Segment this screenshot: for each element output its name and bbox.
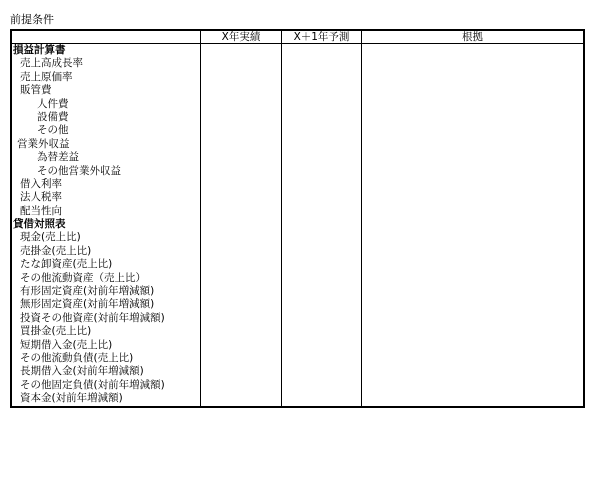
- table-row: [12, 379, 583, 392]
- cell-year-x-actual: [201, 245, 282, 258]
- cell-year-x1-forecast: [282, 178, 362, 191]
- table-row: [12, 191, 583, 204]
- cell-year-x-actual: [201, 339, 282, 352]
- table-row: [12, 124, 583, 137]
- cell-year-x1-forecast: [282, 151, 362, 164]
- cell-year-x-actual: [201, 178, 282, 191]
- row-label: その他: [12, 124, 201, 137]
- table-row: [12, 272, 583, 285]
- row-label: その他営業外収益: [12, 165, 201, 178]
- cell-basis: [362, 44, 583, 57]
- cell-year-x1-forecast: [282, 71, 362, 84]
- row-label: 資本金(対前年増減額): [12, 392, 201, 405]
- row-label: 売上原価率: [12, 71, 201, 84]
- cell-basis: [362, 111, 583, 124]
- table-row: [12, 84, 583, 97]
- cell-basis: [362, 71, 583, 84]
- cell-year-x-actual: [201, 218, 282, 231]
- cell-year-x1-forecast: [282, 392, 362, 405]
- cell-year-x-actual: [201, 379, 282, 392]
- row-label: 為替差益: [12, 151, 201, 164]
- row-label: 人件費: [12, 98, 201, 111]
- cell-year-x-actual: [201, 392, 282, 405]
- table-row: [12, 178, 583, 191]
- cell-basis: [362, 365, 583, 378]
- cell-year-x-actual: [201, 258, 282, 271]
- sheet-title: 前提条件: [10, 13, 54, 26]
- cell-basis: [362, 178, 583, 191]
- cell-year-x1-forecast: [282, 124, 362, 137]
- table-row: [12, 392, 583, 405]
- row-label: その他流動負債(売上比): [12, 352, 201, 365]
- cell-basis: [362, 312, 583, 325]
- cell-year-x1-forecast: [282, 352, 362, 365]
- row-label: 配当性向: [12, 205, 201, 218]
- cell-basis: [362, 218, 583, 231]
- row-label: 売掛金(売上比): [12, 245, 201, 258]
- cell-basis: [362, 285, 583, 298]
- table-row: [12, 312, 583, 325]
- cell-year-x-actual: [201, 312, 282, 325]
- row-label: 売上高成長率: [12, 57, 201, 70]
- cell-year-x1-forecast: [282, 218, 362, 231]
- cell-year-x-actual: [201, 44, 282, 57]
- table-row: [12, 44, 583, 57]
- cell-year-x1-forecast: [282, 57, 362, 70]
- cell-year-x-actual: [201, 84, 282, 97]
- header-item: [12, 31, 201, 43]
- cell-year-x-actual: [201, 124, 282, 137]
- table-row: [12, 218, 583, 231]
- cell-basis: [362, 339, 583, 352]
- cell-year-x1-forecast: [282, 365, 362, 378]
- row-label: その他流動資産（売上比）: [12, 272, 201, 285]
- cell-basis: [362, 272, 583, 285]
- table-row: [12, 298, 583, 311]
- row-label: その他固定負債(対前年増減額): [12, 379, 201, 392]
- table-row: [12, 231, 583, 244]
- row-label: 販管費: [12, 84, 201, 97]
- table-row: [12, 165, 583, 178]
- table-row: [12, 339, 583, 352]
- table-row: [12, 325, 583, 338]
- cell-basis: [362, 124, 583, 137]
- cell-year-x-actual: [201, 231, 282, 244]
- cell-year-x1-forecast: [282, 258, 362, 271]
- cell-year-x1-forecast: [282, 165, 362, 178]
- cell-year-x-actual: [201, 325, 282, 338]
- header-basis: 根拠: [462, 31, 483, 43]
- row-label: 長期借入金(対前年増減額): [12, 365, 201, 378]
- row-label: 損益計算書: [12, 44, 201, 57]
- cell-basis: [362, 98, 583, 111]
- table-row: [12, 285, 583, 298]
- row-label: 法人税率: [12, 191, 201, 204]
- row-label: 現金(売上比): [12, 231, 201, 244]
- cell-year-x1-forecast: [282, 205, 362, 218]
- header-year-x1-forecast: X＋1年予測: [282, 31, 362, 43]
- table-row: [12, 138, 583, 151]
- cell-basis: [362, 84, 583, 97]
- cell-year-x-actual: [201, 285, 282, 298]
- cell-year-x-actual: [201, 298, 282, 311]
- cell-basis: [362, 205, 583, 218]
- cell-basis: [362, 325, 583, 338]
- cell-year-x1-forecast: [282, 98, 362, 111]
- cell-year-x1-forecast: [282, 339, 362, 352]
- row-label: 借入利率: [12, 178, 201, 191]
- cell-basis: [362, 352, 583, 365]
- cell-basis: [362, 191, 583, 204]
- cell-basis: [362, 165, 583, 178]
- cell-year-x1-forecast: [282, 138, 362, 151]
- cell-year-x1-forecast: [282, 272, 362, 285]
- cell-year-x1-forecast: [282, 298, 362, 311]
- cell-year-x-actual: [201, 151, 282, 164]
- table-row: [12, 151, 583, 164]
- cell-year-x-actual: [201, 98, 282, 111]
- row-label: 買掛金(売上比): [12, 325, 201, 338]
- table-row: [12, 205, 583, 218]
- cell-year-x-actual: [201, 191, 282, 204]
- cell-year-x-actual: [201, 111, 282, 124]
- cell-year-x-actual: [201, 365, 282, 378]
- table-row: [12, 111, 583, 124]
- cell-year-x-actual: [201, 71, 282, 84]
- row-label: 短期借入金(売上比): [12, 339, 201, 352]
- table-row: [12, 365, 583, 378]
- cell-basis: [362, 231, 583, 244]
- row-label: 無形固定資産(対前年増減額): [12, 298, 201, 311]
- table-row: [12, 71, 583, 84]
- cell-basis: [362, 57, 583, 70]
- cell-year-x1-forecast: [282, 44, 362, 57]
- row-label: 貸借対照表: [12, 218, 201, 231]
- table-row: [12, 57, 583, 70]
- cell-basis: [362, 151, 583, 164]
- cell-basis: [362, 258, 583, 271]
- table-row: [12, 98, 583, 111]
- cell-year-x1-forecast: [282, 245, 362, 258]
- cell-year-x1-forecast: [282, 312, 362, 325]
- cell-year-x1-forecast: [282, 84, 362, 97]
- cell-year-x1-forecast: [282, 325, 362, 338]
- row-label: 有形固定資産(対前年増減額): [12, 285, 201, 298]
- cell-year-x-actual: [201, 57, 282, 70]
- cell-year-x1-forecast: [282, 285, 362, 298]
- cell-basis: [362, 245, 583, 258]
- cell-year-x1-forecast: [282, 111, 362, 124]
- cell-basis: [362, 138, 583, 151]
- cell-year-x1-forecast: [282, 379, 362, 392]
- header-year-x-actual: X年実績: [201, 31, 282, 43]
- table-row: [12, 245, 583, 258]
- row-label: 設備費: [12, 111, 201, 124]
- cell-year-x-actual: [201, 205, 282, 218]
- cell-basis: [362, 379, 583, 392]
- cell-basis: [362, 392, 583, 405]
- cell-year-x1-forecast: [282, 191, 362, 204]
- table-row: [12, 352, 583, 365]
- table-row: [12, 258, 583, 271]
- assumptions-table: [10, 29, 585, 408]
- cell-basis: [362, 298, 583, 311]
- row-label: たな卸資産(売上比): [12, 258, 201, 271]
- cell-year-x-actual: [201, 138, 282, 151]
- row-label: 投資その他資産(対前年増減額): [12, 312, 201, 325]
- cell-year-x-actual: [201, 272, 282, 285]
- cell-year-x-actual: [201, 165, 282, 178]
- cell-year-x-actual: [201, 352, 282, 365]
- row-label: 営業外収益: [12, 138, 201, 151]
- cell-year-x1-forecast: [282, 231, 362, 244]
- table-header-row: [12, 31, 583, 44]
